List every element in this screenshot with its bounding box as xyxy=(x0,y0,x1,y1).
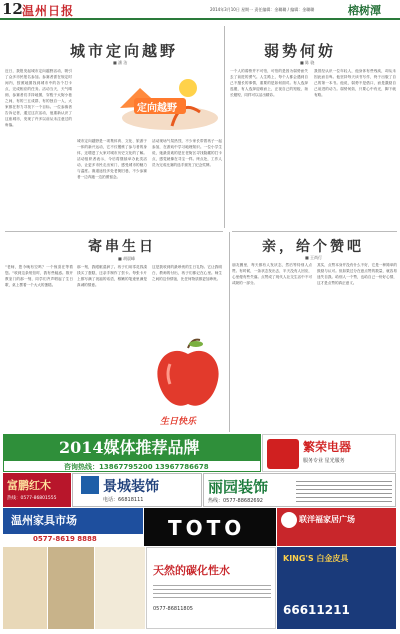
article-body-column: 其实，点赞本身并没有什么不好，它是一种简单的鼓励与认可。但如果过分在意点赞的数量，就容易迷失自我。给别人一个赞，也给自己一份好心情，这才是点赞的真正意义。 xyxy=(317,263,397,286)
banner-text: 定向越野 xyxy=(137,103,177,114)
article-body-column: 近日，我报发起城市定向越野活动，吸引了众多市民报名参加。参赛者需在规定时间内，按照地图找到城市中的各个打卡点，完成相应的任务。活动当天，天气晴朗，参赛者们手持地图，穿梭于大街小巷之间，有的三五成群，有的独自一人，大家都在努力寻找下一个目标。一位参赛者告诉记者，通过这次活动，他重新认识了这座城市，发现了许多以前从未注意过的角落。 xyxy=(5,69,72,128)
lianyang-name: 联洋福家居广场 xyxy=(299,514,355,524)
article-body-column: 一个人的弱势并不可怕，可怕的是因为弱势而失去了前进的勇气。人生路上，每个人都会遇到自己不擅长的事情，重要的是如何面对。有人选择逃避，有人选择迎难而上，正视自己的短板，扬长避短，同样可以活出精彩。 xyxy=(230,69,308,98)
natural-name: 天然的碳化性水 xyxy=(153,564,230,577)
lijing-ad[interactable] xyxy=(203,473,396,507)
furniture-ad[interactable] xyxy=(95,547,145,629)
section-divider xyxy=(232,231,397,232)
fancai-slogan: 服务专业 星光服务 xyxy=(303,458,345,464)
orienteering-illustration xyxy=(110,68,220,134)
apple-illustration xyxy=(152,334,224,430)
fuda-phone: 热线：0577-86801555 xyxy=(7,496,57,501)
date-line: 2014年3月10日 星期一 责任编辑：金璐璐 / 编辑：金璐璐 xyxy=(210,7,315,12)
article-body-column: 这是我收到的最珍贵的生日礼物。它让我明白，教师的付出，孩子们都记在心里。师生之间的这份情谊，比任何物质都更加珍贵。 xyxy=(152,265,222,282)
lijing-text-lines xyxy=(296,478,392,504)
toto-name: TOTO xyxy=(168,516,246,540)
article-author: ■ 潘 洁 xyxy=(113,60,128,65)
lianyang-ad[interactable] xyxy=(277,508,396,546)
hotline-text: 咨询热线：13867795200 13967786678 xyxy=(64,463,209,471)
paper-name: 温州日报 xyxy=(22,4,75,18)
side-ad[interactable] xyxy=(3,547,47,629)
jiaju-ad[interactable] xyxy=(3,508,143,546)
article-title-weakness: 弱势何妨 xyxy=(264,42,337,60)
column-rule xyxy=(224,26,225,228)
article-body-column: 朋友圈里，每天都有人发状态，然后等待别人点赞。有时候，一条状态发出去，半天没有人回应，心里便有些失落。点赞成了现代人社交生活中不可或缺的一部分。 xyxy=(232,263,312,286)
article-author: ■ 陈 骁 xyxy=(300,60,315,65)
natural-phone: 0577-86811805 xyxy=(153,606,193,612)
article-title-like: 亲，给个赞吧 xyxy=(262,239,364,255)
toto-ad[interactable] xyxy=(144,508,276,546)
section-title: 榕树潭 xyxy=(348,4,381,17)
article-title-birthday: 寄串生日 xyxy=(88,239,156,255)
fancai-name: 繁荣电器 xyxy=(303,440,352,454)
article-body-column: 城市定向越野是一项集体育、文化、旅游于一体的新兴运动，它不仅锻炼了参与者的身体，还增进了大家对城市历史文化的了解。活动组织者表示，今后将继续举办此类活动，让更多市民走出家门，感受城市的魅力与温度。赛道途经多处老街旧巷，不少参赛者一边奔跑一边拍照留念。 xyxy=(77,139,147,180)
lijing-name: 丽园装饰 xyxy=(208,478,269,496)
kings-ad[interactable] xyxy=(277,547,396,629)
kings-phone: 66611211 xyxy=(283,603,350,617)
jingcheng-logo xyxy=(81,476,99,494)
fancai-logo xyxy=(267,439,299,469)
section-divider xyxy=(5,231,223,232)
lijing-phone: 热线：0577-88682692 xyxy=(208,498,263,504)
banner-title: 2014媒体推荐品牌 xyxy=(59,438,200,457)
article-body-column: 活动现场气氛热烈，不少家长带着孩子一起参加，在游戏中学习地理知识。一位小学生说，她最喜欢的是在老街区寻找隐藏的打卡点，感觉就像在寻宝一样。终点处，工作人员为完成比赛的选手颁发了纪念奖牌。 xyxy=(152,139,222,168)
hotline-bar xyxy=(3,460,261,472)
article-body-column: 我曾经认识一位年轻人，他身体有些残疾，却从未因此而自卑。他坚持每天读书写作，终于出版了自己的第一本书。他说，弱势不是借口，而是激励自己前进的动力。弱势何妨，只要心中有光，脚下就有路。 xyxy=(314,69,396,98)
building-ad[interactable] xyxy=(48,547,94,629)
article-author: ■ 胡晨峰 xyxy=(118,256,136,261)
article-body-column: "老师，您今晚有空吗？一个惊喜在等着您。"收到这条短信时，我有些疑惑。推开教室门的那一刻，同学们齐声唱起了生日歌，桌上摆着一个大大的蛋糕。 xyxy=(5,265,73,288)
article-body-column: 那一刻，我眼眶湿润了。孩子们用零花钱凑钱买了蛋糕，还亲手制作了贺卡。每张卡片上都写满了祝福的话语，稚嫩的笔迹里满是真诚的情意。 xyxy=(77,265,147,288)
fancai-ad[interactable] xyxy=(262,434,396,472)
fuda-ad[interactable] xyxy=(3,473,71,507)
page-number: 12 xyxy=(2,0,23,18)
jingcheng-phone: 电话：66818111 xyxy=(103,497,144,503)
kings-name: KING'S 白金皮具 xyxy=(283,554,349,563)
column-rule xyxy=(229,232,230,432)
natural-water-ad[interactable] xyxy=(146,547,276,629)
fuda-name: 富鹏红木 xyxy=(7,479,51,492)
birthday-text: 生日快乐 xyxy=(160,417,197,427)
jingcheng-name: 景城装饰 xyxy=(103,479,159,495)
banner-ad xyxy=(3,434,261,460)
jiaju-phone: 0577-8619 8888 xyxy=(33,535,97,543)
jingcheng-ad[interactable] xyxy=(72,473,202,507)
article-author: ■ 王尚行 xyxy=(305,255,323,260)
article-title-city-orienteering: 城市定向越野 xyxy=(70,42,179,60)
jiaju-name: 温州家具市场 xyxy=(11,514,77,527)
lianyang-logo xyxy=(281,512,297,528)
natural-text-lines xyxy=(153,582,271,600)
